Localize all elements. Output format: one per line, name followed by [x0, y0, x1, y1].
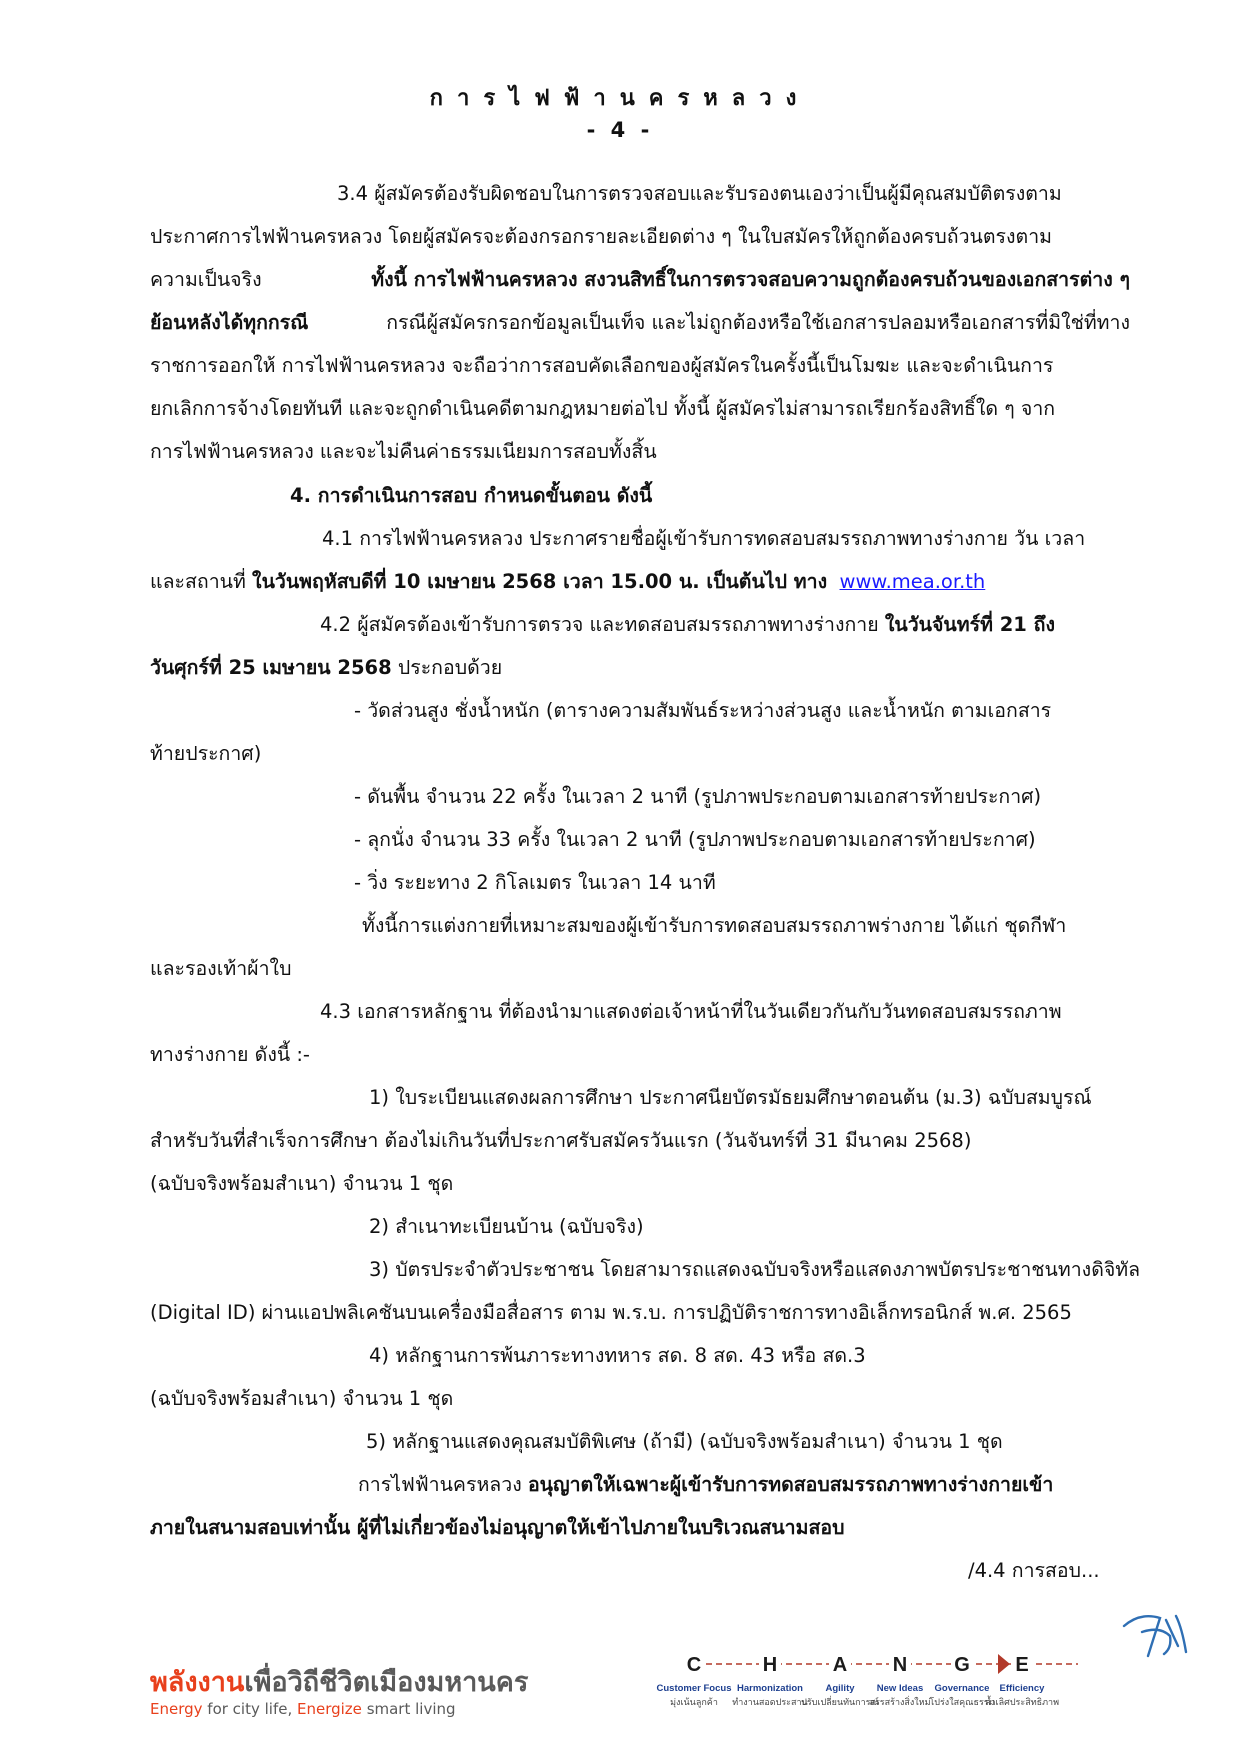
section-4-heading — [290, 482, 652, 510]
document-item: 2) สำเนาทะเบียนบ้าน (ฉบับจริง) — [369, 1215, 644, 1238]
document-item: 1) ใบระเบียนแสดงผลการศึกษา ประกาศนียบัตรมัธยมศึกษาตอนต้น (ม.3) ฉบับสมบูรณ์ — [369, 1086, 1092, 1109]
document-item-continuation: (Digital ID) ผ่านแอปพลิเคชันบนเครื่องมือสื่อสาร ตาม พ.ร.บ. การปฏิบัติราชการทางอิเล็กทรอนิกส์ พ.ศ. 2565 — [150, 1301, 1072, 1324]
tagline-accent: พลังงาน — [150, 1667, 245, 1698]
text-span: และสถานที่ — [150, 570, 246, 593]
change-value-thai: ปรับเปลี่ยนทันการณ์ — [801, 1698, 879, 1708]
bullet-item: - วัดส่วนสูง ชั่งน้ำหนัก (ตารางความสัมพันธ์ระหว่างส่วนสูง และน้ำหนัก ตามเอกสาร — [354, 699, 1052, 722]
tagline-accent: Energy — [150, 1700, 203, 1718]
bullet-item-continuation: ท้ายประกาศ) — [150, 742, 262, 765]
tagline-rest: for city life, — [202, 1700, 297, 1718]
paragraph-3-4-line: ประกาศการไฟฟ้านครหลวง โดยผู้สมัครจะต้องกรอกรายละเอียดต่าง ๆ ในใบสมัครให้ถูกต้องครบถ้วนตรงตาม — [150, 225, 1052, 248]
text-span: ประกอบด้วย — [397, 656, 503, 679]
paragraph-3-4-line — [150, 266, 1130, 294]
dress-code-line: และรองเท้าผ้าใบ — [150, 957, 292, 980]
bold-text: ในวันจันทร์ที่ 21 ถึง — [884, 613, 1055, 636]
change-value-english: Agility — [825, 1683, 855, 1694]
access-notice-line — [150, 1514, 844, 1542]
bold-text: 4. การดำเนินการสอบ กำหนดขั้นตอน ดังนี้ — [290, 484, 653, 507]
paragraph-4-3-line: ทางร่างกาย ดังนี้ :- — [150, 1043, 310, 1066]
change-value-thai: ล้ำเลิศประสิทธิภาพ — [984, 1698, 1060, 1708]
mea-website-link[interactable]: www.mea.or.th — [839, 570, 986, 593]
text-span: ความเป็นจริง — [150, 268, 262, 291]
bold-text: ย้อนหลังได้ทุกกรณี — [150, 311, 309, 334]
bullet-item: - ลุกนั่ง จำนวน 33 ครั้ง ในเวลา 2 นาที (รูปภาพประกอบตามเอกสารท้ายประกาศ) — [354, 828, 1036, 851]
footer-tagline-thai — [150, 1660, 528, 1703]
footer-tagline-english — [150, 1700, 456, 1718]
bullet-item: - ดันพื้น จำนวน 22 ครั้ง ในเวลา 2 นาที (รูปภาพประกอบตามเอกสารท้ายประกาศ) — [354, 785, 1042, 808]
change-value-thai: โปร่งใสคุณธรรม — [929, 1698, 995, 1708]
change-letter: G — [954, 1654, 970, 1676]
change-value-thai: สรรสร้างสิ่งใหม่ — [869, 1698, 931, 1708]
signature-stroke — [1124, 1616, 1186, 1656]
document-item: 5) หลักฐานแสดงคุณสมบัติพิเศษ (ถ้ามี) (ฉบับจริงพร้อมสำเนา) จำนวน 1 ชุด — [366, 1430, 1003, 1453]
access-notice-line — [358, 1471, 1053, 1499]
paragraph-3-4-line — [150, 309, 1130, 337]
signature-mark — [1120, 1608, 1190, 1663]
text-span: การไฟฟ้านครหลวง — [358, 1473, 522, 1496]
change-value-english: Customer Focus — [656, 1683, 732, 1694]
bold-text: ในวันพฤหัสบดีที่ 10 เมษายน 2568 เวลา 15.00 น. เป็นต้นไป ทาง — [252, 570, 828, 593]
bold-text: อนุญาตให้เฉพาะผู้เข้ารับการทดสอบสมรรถภาพทางร่างกายเข้า — [527, 1473, 1054, 1496]
change-letter: E — [1015, 1654, 1029, 1676]
paragraph-3-4-line: ราชการออกให้ การไฟฟ้านครหลวง จะถือว่าการสอบคัดเลือกของผู้สมัครในครั้งนี้เป็นโมฆะ และจะดำเนินการ — [150, 354, 1054, 377]
bold-text: ภายในสนามสอบเท่านั้น ผู้ที่ไม่เกี่ยวข้องไม่อนุญาตให้เข้าไปภายในบริเวณสนามสอบ — [150, 1516, 845, 1539]
bold-text: วันศุกร์ที่ 25 เมษายน 2568 — [150, 656, 392, 679]
change-letter: H — [762, 1654, 778, 1676]
continuation-marker: /4.4 การสอบ... — [968, 1559, 1100, 1582]
paragraph-4-1-line: 4.1 การไฟฟ้านครหลวง ประกาศรายชื่อผู้เข้ารับการทดสอบสมรรถภาพทางร่างกาย วัน เวลา — [322, 527, 1086, 550]
change-value-thai: ทำงานสอดประสาน — [732, 1698, 808, 1708]
change-values-strip — [656, 1648, 1110, 1738]
paragraph-4-3-line: 4.3 เอกสารหลักฐาน ที่ต้องนำมาแสดงต่อเจ้าหน้าที่ในวันเดียวกันกับวันทดสอบสมรรถภาพ — [320, 1000, 1062, 1023]
text-span: 4.2 ผู้สมัครต้องเข้ารับการตรวจ และทดสอบสมรรถภาพทางร่างกาย — [320, 613, 879, 636]
paragraph-3-4-line: การไฟฟ้านครหลวง และจะไม่คืนค่าธรรมเนียมการสอบทั้งสิ้น — [150, 440, 657, 463]
change-letter: C — [686, 1654, 702, 1676]
change-letter: N — [892, 1654, 908, 1676]
paragraph-4-1-line — [150, 568, 985, 596]
tagline-accent: Energize — [297, 1700, 362, 1718]
tagline-rest: เพื่อวิถีชีวิตเมืองมหานคร — [244, 1667, 529, 1698]
change-value-english: Efficiency — [999, 1683, 1045, 1694]
text-span: กรณีผู้สมัครกรอกข้อมูลเป็นเท็จ และไม่ถูกต้องหรือใช้เอกสารปลอมหรือเอกสารที่มิใช่ที่ทาง — [386, 311, 1130, 334]
change-value-english: Governance — [934, 1683, 990, 1694]
document-item-continuation: (ฉบับจริงพร้อมสำเนา) จำนวน 1 ชุด — [150, 1387, 454, 1410]
page-number: - 4 - — [586, 118, 654, 142]
change-value-thai: มุ่งเน้นลูกค้า — [670, 1698, 718, 1708]
paragraph-4-2-line — [150, 654, 502, 682]
organization-heading: การไฟฟ้านครหลวง — [429, 86, 811, 111]
document-item: 4) หลักฐานการพ้นภาระทางทหาร สด. 8 สด. 43 หรือ สด.3 — [369, 1344, 866, 1367]
paragraph-4-2-line — [320, 611, 1055, 639]
tagline-rest: smart living — [361, 1700, 456, 1718]
document-item-continuation: (ฉบับจริงพร้อมสำเนา) จำนวน 1 ชุด — [150, 1172, 454, 1195]
bullet-item: - วิ่ง ระยะทาง 2 กิโลเมตร ในเวลา 14 นาที — [354, 871, 716, 894]
change-letter: A — [832, 1654, 848, 1676]
arrow-icon — [998, 1654, 1010, 1674]
change-value-english: Harmonization — [737, 1683, 803, 1694]
paragraph-3-4-line: ยกเลิกการจ้างโดยทันที และจะถูกดำเนินคดีตามกฎหมายต่อไป ทั้งนี้ ผู้สมัครไม่สามารถเรียกร้องสิทธิ์ใด ๆ จาก — [150, 397, 1056, 420]
document-item-continuation: สำหรับวันที่สำเร็จการศึกษา ต้องไม่เกินวันที่ประกาศรับสมัครวันแรก (วันจันทร์ที่ 31 มีนาคม 2568) — [150, 1129, 972, 1152]
document-item: 3) บัตรประจำตัวประชาชน โดยสามารถแสดงฉบับจริงหรือแสดงภาพบัตรประชาชนทางดิจิทัล — [369, 1258, 1141, 1281]
bold-text: ทั้งนี้ การไฟฟ้านครหลวง สงวนสิทธิ์ในการตรวจสอบความถูกต้องครบถ้วนของเอกสารต่าง ๆ — [371, 268, 1130, 291]
paragraph-3-4-line: 3.4 ผู้สมัครต้องรับผิดชอบในการตรวจสอบและรับรองตนเองว่าเป็นผู้มีคุณสมบัติตรงตาม — [337, 182, 1062, 205]
dress-code-line: ทั้งนี้การแต่งกายที่เหมาะสมของผู้เข้ารับการทดสอบสมรรถภาพร่างกาย ได้แก่ ชุดกีฬา — [362, 914, 1067, 937]
change-value-english: New Ideas — [876, 1683, 924, 1694]
